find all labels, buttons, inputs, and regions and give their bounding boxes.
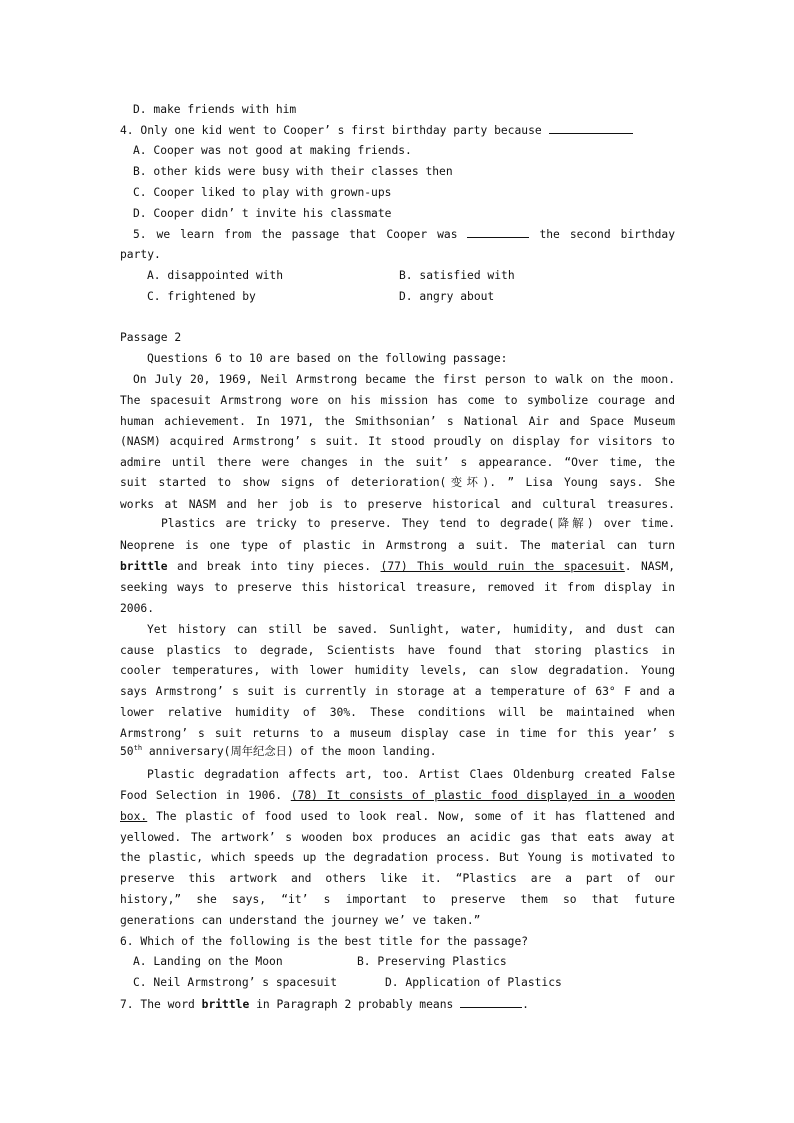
q6-option-a: A. Landing on the Moon [133,955,283,968]
p3-line: lower relative humidity of 30%. These conditions will be maintained when [120,706,675,719]
p2-text: . NASM, [624,560,676,573]
p4-text: The plastic of food used to look real. Now, some of it has flattened and [156,810,675,823]
q5-stem-line2: party. [120,248,161,261]
q6-option-c: C. Neil Armstrong’ s spacesuit [133,976,338,989]
q4-stem [120,123,633,138]
q4-option-b: B. other kids were busy with their classes then [133,165,453,178]
p2-line: seeking ways to preserve this historical treasure, removed it from display in [120,581,675,594]
q3-option-d: D. make friends with him [133,103,297,116]
p1-line: (NASM) acquired Armstrong’ s suit. It stood proudly on display for visitors to [120,435,675,448]
q5-option-c: C. frightened by [147,290,256,303]
p3-superscript: th [133,744,143,753]
p1-line: On July 20, 1969, Neil Armstrong became the first person to walk on the moon. [133,373,675,386]
q5-stem-part1: 5. we learn from the passage that Cooper was [133,228,458,241]
keyword-brittle: brittle [120,560,168,573]
p4-line: yellowed. The artwork’ s wooden box produces an acidic gas that eats away at [120,831,675,844]
q4-option-d: D. Cooper didn’ t invite his classmate [133,207,392,220]
q6-option-b: B. Preserving Plastics [357,955,507,968]
p2-line: Plastics are tricky to preserve. They tend to degrade(降解) over time. [161,517,675,530]
p4-line: history,” she says, “it’ s important to preserve them so that future [120,893,675,906]
passage-intro: Questions 6 to 10 are based on the following passage: [147,352,508,365]
p1-line: human achievement. In 1971, the Smithsonian’ s National Air and Space Museum [120,415,675,428]
p1-line: admire until there were changes in the suit’ s appearance. “Over time, the [120,456,675,469]
answer-blank [467,227,529,238]
p2-line: 2006. [120,602,155,615]
p4-text: Food Selection in 1906. [120,789,283,802]
p4-line [120,810,675,824]
p3-line: Armstrong’ s suit returns to a museum display case in time for this year’ s [120,727,675,740]
p1-line: The spacesuit Armstrong wore on his mission has come to symbolize courage and [120,394,675,407]
q5-option-d: D. angry about [399,290,495,303]
p4-line: Plastic degradation affects art, too. Artist Claes Oldenburg created False [147,768,675,781]
p4-line [120,789,675,803]
p4-line: the plastic, which speeds up the degradation process. But Young is motivated to [120,851,675,864]
q7-period: . [522,998,529,1011]
p2-line: Neoprene is one type of plastic in Armstrong a suit. The material can turn [120,539,675,552]
p3-line: cooler temperatures, with lower humidity levels, can slow degradation. Young [120,664,675,677]
underlined-sentence-78: (78) It consists of plastic food displayed in a wooden [290,789,675,802]
p4-line: generations can understand the journey we’ ve taken.” [120,914,481,927]
p3-number: 50 [120,745,134,758]
q5-stem [133,227,675,242]
q5-stem-part2: the second birthday [539,228,675,241]
q5-option-b: B. satisfied with [399,269,515,282]
p1-line: suit started to show signs of deterioration(变坏). ” Lisa Young says. She [120,476,675,489]
p3-line: Yet history can still be saved. Sunlight, water, humidity, and dust can [147,623,675,636]
keyword-brittle: brittle [201,998,250,1011]
underlined-sentence-78-end: box. [120,810,148,823]
p3-line: cause plastics to degrade, Scientists have found that storing plastics in [120,644,675,657]
p3-text: anniversary(周年纪念日) of the moon landing. [142,745,437,758]
q4-option-a: A. Cooper was not good at making friends. [133,144,412,157]
q7-text: 7. The word [120,998,195,1011]
q7-text: in Paragraph 2 probably means [256,998,454,1011]
p1-line: works at NASM and her job is to preserve historical and cultural treasures. [120,498,675,511]
p3-line [120,745,437,759]
q6-option-d: D. Application of Plastics [385,976,562,989]
p4-line: preserve this artwork and others like it. “Plastics are a part of our [120,872,675,885]
answer-blank [549,123,633,134]
p2-text: and break into tiny pieces. [177,560,372,573]
answer-blank [460,997,522,1008]
q4-stem-text: 4. Only one kid went to Cooper’ s first birthday party because [120,124,542,137]
p3-line: says Armstrong’ s suit is currently in storage at a temperature of 63° F and a [120,685,675,698]
q6-stem: 6. Which of the following is the best title for the passage? [120,935,529,948]
p2-line [120,560,675,574]
underlined-sentence-77: (77) This would ruin the spacesuit [380,560,625,573]
passage-heading: Passage 2 [120,331,182,344]
q7-stem [120,997,529,1012]
q4-option-c: C. Cooper liked to play with grown-ups [133,186,392,199]
q5-option-a: A. disappointed with [147,269,284,282]
